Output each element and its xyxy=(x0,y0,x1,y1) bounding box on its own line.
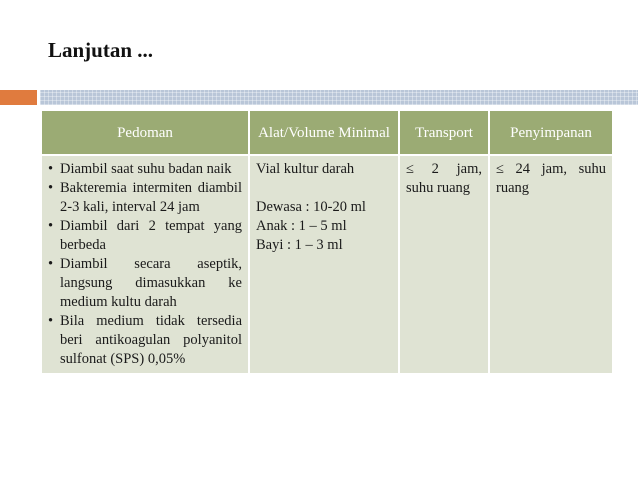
accent-bar-orange xyxy=(0,90,37,105)
header-penyimpanan: Penyimpanan xyxy=(489,111,612,155)
alat-line: Dewasa : 10-20 ml xyxy=(256,199,366,215)
cell-alat-volume xyxy=(249,155,399,373)
pedoman-list xyxy=(48,160,242,369)
list-item: • Diambil dari 2 tempat yang berbeda xyxy=(48,217,242,255)
list-item: • Bakteremia intermiten diambil 2-3 kali, interval 24 jam xyxy=(48,179,242,217)
slide-title: Lanjutan ... xyxy=(48,38,154,62)
table-row xyxy=(42,155,612,373)
list-item: • Bila medium tidak tersedia beri antikoagulan polyanitol sulfonat (SPS) 0,05% xyxy=(48,312,242,369)
alat-line: Vial kultur darah xyxy=(256,161,355,177)
specimen-table xyxy=(42,111,612,373)
cell-pedoman xyxy=(42,155,249,373)
header-alat-volume: Alat/Volume Minimal xyxy=(249,111,399,155)
table-header-row xyxy=(42,111,612,155)
accent-bar-blue xyxy=(40,90,638,105)
cell-transport: ≤ 2 jam, suhu ruang xyxy=(399,155,489,373)
header-pedoman: Pedoman xyxy=(42,111,249,155)
list-item: • Diambil secara aseptik, langsung dimasukkan ke medium kultu darah xyxy=(48,255,242,312)
alat-line: Bayi : 1 – 3 ml xyxy=(256,237,343,253)
cell-penyimpanan: ≤ 24 jam, suhu ruang xyxy=(489,155,612,373)
spacer xyxy=(256,179,392,198)
header-transport: Transport xyxy=(399,111,489,155)
list-item: • Diambil saat suhu badan naik xyxy=(48,160,242,179)
alat-line: Anak : 1 – 5 ml xyxy=(256,218,347,234)
